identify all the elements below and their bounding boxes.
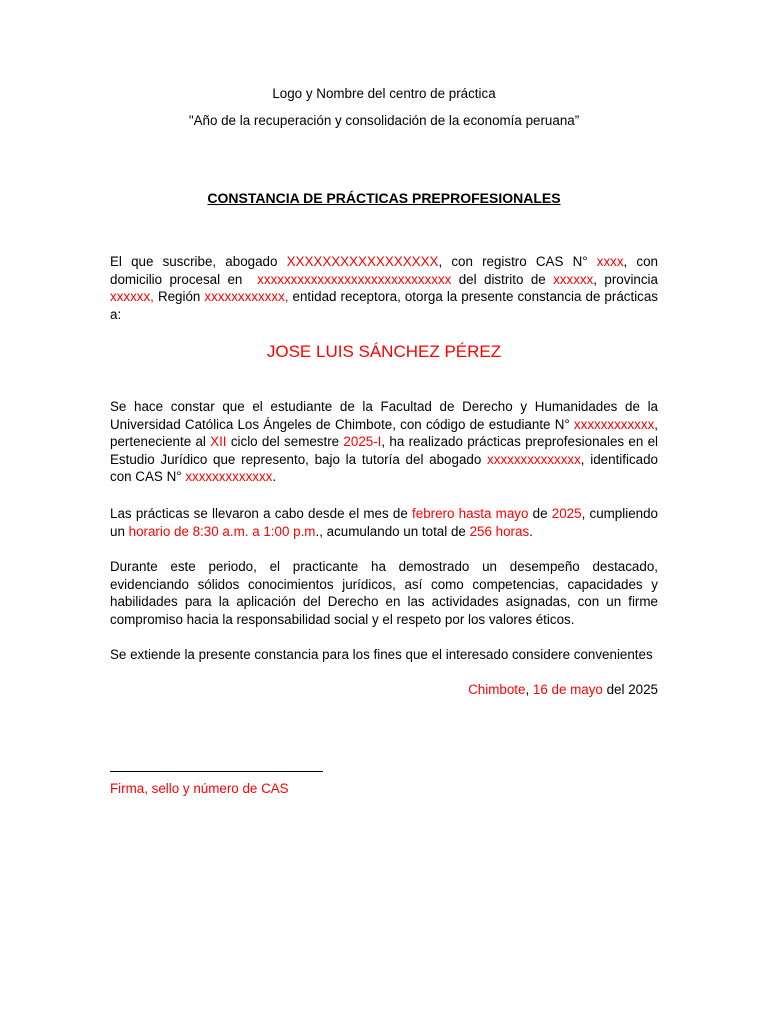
text: , ha realizado prácticas preprofesionales en el Estudio Jurídico que represento, bajo la tutoría del abogado: [110, 434, 658, 467]
date-suffix: del 2025: [602, 682, 658, 697]
text: .: [272, 469, 277, 485]
semester: 2025-I: [343, 434, 382, 450]
city: Chimbote: [468, 682, 526, 697]
months: febrero hasta mayo: [412, 506, 529, 521]
paragraph-performance: Durante este periodo, el practicante ha demostrado un desempeño destacado, evidenciando sólidos conocimientos jurídicos, así como competencias, capacidades y habilidades para la aplicación del Derecho en las actividades asignadas, con un firme compromiso hacia la responsabilidad social y el respeto por los valores éticos.: [110, 559, 658, 627]
paragraph-student-details: [110, 398, 658, 486]
text: Región: [153, 289, 205, 305]
text: , perteneciente al: [110, 416, 658, 450]
text: del distrito de: [451, 271, 554, 287]
date: 16 de mayo: [532, 682, 603, 697]
text: de: [528, 506, 552, 521]
text: ., acumulando un total de: [315, 523, 470, 539]
text: , identificado con CAS N°: [110, 451, 658, 485]
signature-label: Firma, sello y número de CAS: [110, 781, 289, 796]
text: ciclo del semestre: [226, 434, 344, 450]
date-line: [110, 681, 658, 699]
signature-line: [110, 771, 323, 772]
lawyer-name: XXXXXXXXXXXXXXXXX: [286, 254, 439, 269]
cycle: XII: [210, 434, 227, 450]
header-year-motto: "Año de la recuperación y consolidación de la economía peruana”: [188, 113, 580, 128]
tutor-name: xxxxxxxxxxxxxx: [487, 451, 581, 467]
paragraph-period: [110, 505, 658, 540]
date-separator: ,: [525, 682, 533, 697]
text: Las prácticas se llevaron a cabo desde el mes de: [110, 506, 413, 521]
text: , provincia: [593, 271, 658, 287]
text: El que suscribe, abogado: [110, 254, 287, 269]
schedule: horario de 8:30 a.m. a 1:00 p.m: [128, 523, 316, 539]
text: Se hace constar que el estudiante de la Facultad de Derecho y Humanidades de la Universidad Católica Los Ángeles de Chimbote, con código de estudiante N°: [110, 399, 658, 432]
year: 2025: [551, 506, 582, 521]
paragraph-issuer: [110, 253, 658, 323]
region: xxxxxxxxxxxx,: [204, 289, 289, 305]
province: xxxxxx,: [110, 289, 154, 305]
district: xxxxxx: [553, 271, 594, 287]
text: .: [529, 523, 533, 539]
cas-number: xxxx: [596, 254, 624, 269]
hours: 256 horas: [469, 523, 530, 539]
student-name: JOSE LUIS SÁNCHEZ PÉREZ: [266, 342, 502, 361]
text: entidad receptora, otorga la presente constancia de prácticas a:: [110, 289, 659, 322]
tutor-cas: xxxxxxxxxxxxx: [185, 469, 273, 485]
text: , con registro CAS N°: [438, 254, 597, 269]
document-title: CONSTANCIA DE PRÁCTICAS PREPROFESIONALES: [207, 190, 561, 206]
paragraph-closing: Se extiende la presente constancia para los fines que el interesado considere convenientes: [110, 647, 653, 662]
header-logo-line: Logo y Nombre del centro de práctica: [272, 86, 496, 101]
text: , con domicilio procesal en: [110, 254, 658, 287]
address: xxxxxxxxxxxxxxxxxxxxxxxxxxxxx: [257, 271, 452, 287]
text: , cumpliendo un: [110, 506, 658, 539]
student-code: xxxxxxxxxxxx: [573, 416, 655, 432]
